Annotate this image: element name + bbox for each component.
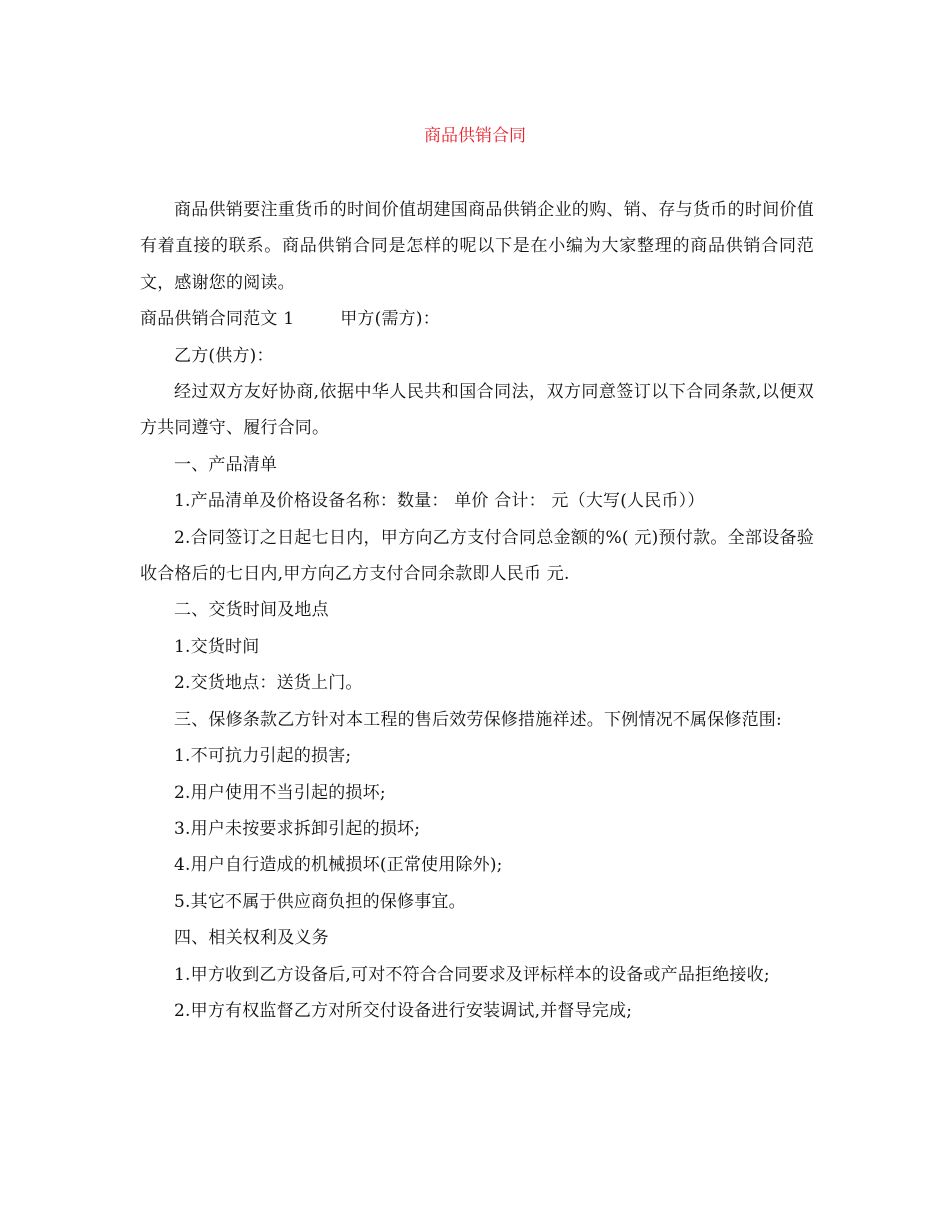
clause-item: 2.交货地点：送货上门。	[174, 673, 363, 694]
clause-item: 1.不可抗力引起的损害;	[174, 746, 352, 767]
clause-item: 1.产品清单及价格设备名称：数量： 单价 合计： 元（大写(人民币））	[174, 491, 705, 512]
party-b-label: 乙方(供方)：	[174, 345, 274, 366]
clause-item: 1.交货时间	[174, 636, 260, 657]
party-a-label: 甲方(需方)：	[340, 309, 440, 330]
clause-item: 2.合同签订之日起七日内，甲方向乙方支付合同总金额的%( 元)预付款。全部设备验收合格后的七日内,甲方向乙方支付合同余款即人民币 元.	[140, 527, 814, 585]
section-heading: 二、交货时间及地点	[174, 600, 329, 621]
clause-item: 4.用户自行造成的机械损坏(正常使用除外);	[174, 855, 503, 876]
clause-item: 1.甲方收到乙方设备后,可对不符合合同要求及评标样本的设备或产品拒绝接收;	[174, 964, 770, 985]
sample-heading-line	[140, 301, 814, 337]
clause-item: 3.用户未按要求拆卸引起的损坏;	[174, 818, 421, 839]
preamble-paragraph: 经过双方友好协商,依据中华人民共和国合同法，双方同意签订以下合同条款,以便双方共同遵守、履行合同。	[140, 382, 814, 439]
clause-item: 2.甲方有权监督乙方对所交付设备进行安装调试,并督导完成;	[174, 1000, 633, 1021]
clause-item: 5.其它不属于供应商负担的保修事宜。	[174, 891, 466, 912]
document-body	[140, 192, 814, 1029]
clause-item: 2.用户使用不当引起的损坏;	[174, 782, 386, 803]
section-heading: 三、保修条款乙方针对本工程的售后效劳保修措施祥述。下例情况不属保修范围:	[174, 709, 782, 730]
section-heading: 一、产品清单	[174, 454, 278, 475]
section-heading: 四、相关权利及义务	[174, 928, 329, 949]
intro-paragraph: 商品供销要注重货币的时间价值胡建国商品供销企业的购、销、存与货币的时间价值有着直接的联系。商品供销合同是怎样的呢以下是在小编为大家整理的商品供销合同范文，感谢您的阅读。	[140, 200, 814, 293]
sample-heading: 商品供销合同范文 1	[140, 309, 295, 330]
document-title: 商品供销合同	[424, 126, 526, 146]
